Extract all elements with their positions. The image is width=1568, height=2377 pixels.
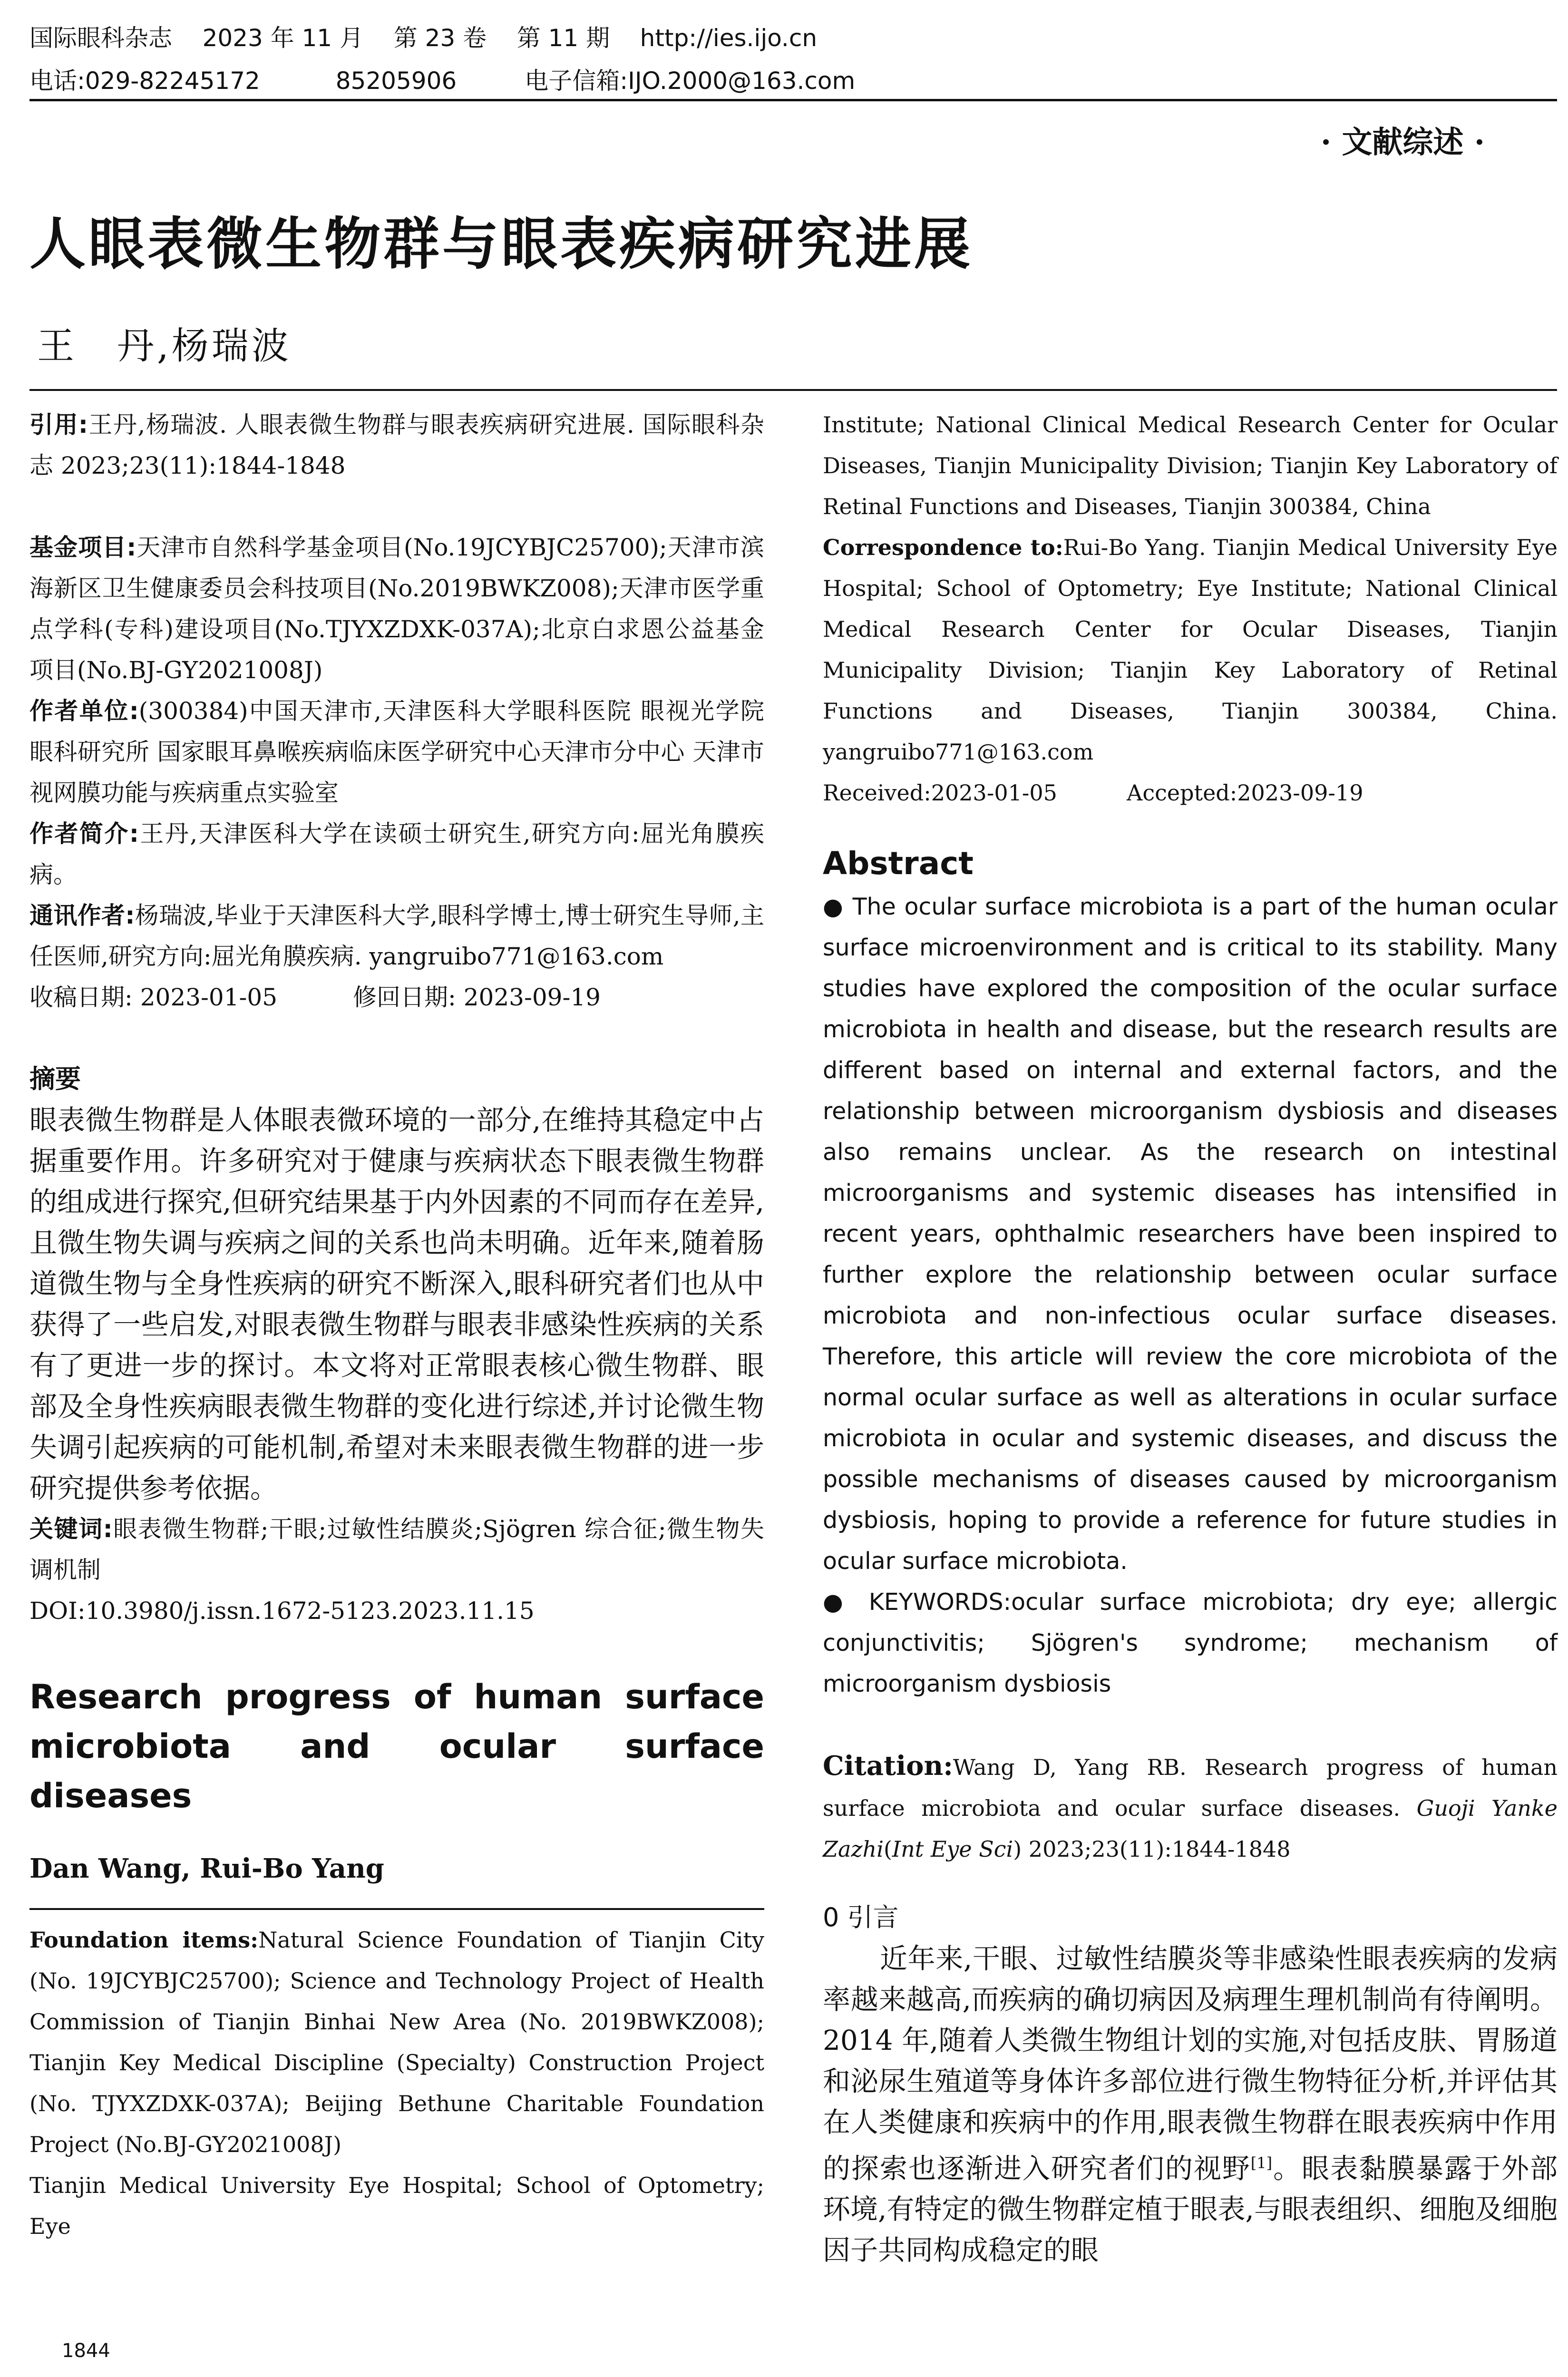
title-rule: [29, 389, 1557, 391]
abstract-heading-en: Abstract: [823, 845, 974, 882]
abstract-heading-cn: 摘要: [29, 1064, 81, 1094]
keywords-cn-text: 眼表微生物群;干眼;过敏性结膜炎;Sjögren 综合征;微生物失调机制: [29, 1515, 764, 1584]
journal-header-line1: 国际眼科杂志 2023 年 11 月 第 23 卷 第 11 期 http://ies.ijo.cn: [29, 24, 818, 52]
left-column: [29, 404, 764, 2247]
keywords-cn-label: 关键词:: [29, 1515, 113, 1543]
correspondence-en-text: Rui-Bo Yang. Tianjin Medical University Eye Hospital; School of Optometry; Eye Institute; National Clinical Medical Research Center for Ocular Diseases, Tianjin Municipality Division; Tianjin Key Laboratory of Retinal Functions and Diseases, Tianjin 300384, China. yangruibo771@163.com: [823, 535, 1558, 765]
bio-cn: [29, 813, 764, 895]
intro-heading: 0 引言: [823, 1902, 899, 1932]
abstract-text-en-body: The ocular surface microbiota is a part of the human ocular surface microenvironment and is critical to its stability. Many studies have explored the composition of the ocular surface microbiota in health and disease, but the research results are different based on internal and external factors, and the relationship between microorganism dysbiosis and diseases also remains unclear. As the research on intestinal microorganisms and systemic diseases has intensified in recent years, ophthalmic researchers have been inspired to further explore the relationship between ocular surface microbiota and non-infectious ocular surface diseases. Therefore, this article will review the core microbiota of the normal ocular surface as well as alterations in ocular surface microbiota in ocular and systemic diseases, and discuss the possible mechanisms of diseases caused by microorganism dysbiosis, hoping to provide a reference for future studies in ocular surface microbiota.: [823, 893, 1558, 1575]
correspondence-en: [823, 527, 1558, 772]
citation-cn-text: 王丹,杨瑞波. 人眼表微生物群与眼表疾病研究进展. 国际眼科杂志 2023;23(11):1844-1848: [29, 411, 764, 479]
affiliation-en-cont: Institute; National Clinical Medical Research Center for Ocular Diseases, Tianjin Municipality Division; Tianjin Key Laboratory of Retinal Functions and Diseases, Tianjin 300384, China: [823, 412, 1558, 519]
right-column: [823, 404, 1558, 2270]
revised-cn: 修回日期: 2023-09-19: [352, 984, 601, 1011]
article-title-en: Research progress of human surface microbiota and ocular surface diseases: [29, 1677, 764, 1815]
keywords-en: [823, 1582, 1558, 1705]
section-tag: · 文献综述 ·: [1320, 125, 1485, 160]
citation-en-journal: Guoji Yanke Zazhi: [823, 1795, 1558, 1862]
accepted-en: Accepted:2023-09-19: [1127, 780, 1363, 806]
abstract-bullet: ●: [823, 893, 853, 920]
received-en: Received:2023-01-05: [823, 780, 1057, 806]
citation-en-journal-en: Int Eye Sci: [892, 1836, 1013, 1862]
foundation-items-text: Natural Science Foundation of Tianjin City (No. 19JCYBJC25700); Science and Technology Project of Health Commission of Tianjin Binhai New Area (No. 2019BWKZ008); Tianjin Key Medical Discipline (Specialty) Construction Project (No. TJYXZDXK-037A); Beijing Bethune Charitable Foundation Project (No.BJ-GY2021008J): [29, 1927, 764, 2157]
dates-cn: [29, 977, 764, 1018]
corr-cn-label: 通讯作者:: [29, 902, 135, 929]
keywords-en-text: ocular surface microbiota; dry eye; allergic conjunctivitis; Sjögren's syndrome; mechanism of microorganism dysbiosis: [823, 1588, 1558, 1697]
corr-cn: [29, 895, 764, 977]
bio-cn-label: 作者简介:: [29, 820, 139, 848]
keywords-en-label: KEYWORDS:: [868, 1588, 1012, 1616]
citation-cn: [29, 404, 764, 486]
unit-cn-text: (300384)中国天津市,天津医科大学眼科医院 眼视光学院 眼科研究所 国家眼耳鼻喉疾病临床医学研究中心天津市分中心 天津市视网膜功能与疾病重点实验室: [29, 697, 765, 807]
citation-en: [823, 1745, 1558, 1870]
received-cn: 收稿日期: 2023-01-05: [29, 984, 278, 1011]
authors-en: Dan Wang, Rui-Bo Yang: [29, 1853, 384, 1884]
page-number: 1844: [62, 2340, 110, 2362]
citation-cn-label: 引用:: [29, 411, 88, 438]
corr-cn-text: 杨瑞波,毕业于天津医科大学,眼科学博士,博士研究生导师,主任医师,研究方向:屈光角膜疾病. yangruibo771@163.com: [29, 902, 765, 970]
foundation-cn: [29, 527, 764, 691]
intro-text-2: 。眼表黏膜暴露于外部环境,有特定的微生物群定植于眼表,与眼表组织、细胞及细胞因子共同构成稳定的眼: [823, 2152, 1558, 2267]
foundation-items-label: Foundation items:: [29, 1927, 259, 1953]
citation-en-pre: Wang D, Yang RB. Research progress of human surface microbiota and ocular surface diseases.: [823, 1754, 1558, 1821]
authors-cn: 王 丹,杨瑞波: [37, 325, 292, 368]
foundation-cn-text: 天津市自然科学基金项目(No.19JCYBJC25700);天津市滨海新区卫生健康委员会科技项目(No.2019BWKZ008);天津市医学重点学科(专科)建设项目(No.TJYXZDXK-037A);北京白求恩公益基金项目(No.BJ-GY2021008J): [29, 534, 764, 684]
doi: DOI:10.3980/j.issn.1672-5123.2023.11.15: [29, 1597, 535, 1625]
journal-header-line2: 电话:029-82245172 85205906 电子信箱:IJO.2000@163.com: [29, 67, 856, 95]
keywords-cn: [29, 1509, 764, 1590]
citation-en-paren: (: [883, 1836, 892, 1862]
foundation-cn-label: 基金项目:: [29, 534, 136, 561]
affiliation-en-start: Tianjin Medical University Eye Hospital; School of Optometry; Eye: [29, 2172, 764, 2239]
bio-cn-text: 王丹,天津医科大学在读硕士研究生,研究方向:屈光角膜疾病。: [29, 820, 764, 888]
authors-rule: [29, 1908, 764, 1910]
citation-en-post: ) 2023;23(11):1844-1848: [1013, 1836, 1291, 1862]
unit-cn: [29, 691, 764, 813]
abstract-text-en: [823, 887, 1558, 1582]
intro-text: [823, 1938, 1558, 2270]
header-rule: [29, 99, 1557, 101]
intro-ref: [1]: [1250, 2154, 1273, 2172]
foundation-items-en: [29, 1919, 764, 2165]
citation-en-label: Citation:: [823, 1750, 953, 1782]
unit-cn-label: 作者单位:: [29, 697, 139, 725]
article-title-cn: 人眼表微生物群与眼表疾病研究进展: [29, 211, 974, 277]
correspondence-en-label: Correspondence to:: [823, 535, 1063, 560]
abstract-text-cn: 眼表微生物群是人体眼表微环境的一部分,在维持其稳定中占据重要作用。许多研究对于健康与疾病状态下眼表微生物群的组成进行探究,但研究结果基于内外因素的不同而存在差异,且微生物失调与疾病之间的关系也尚未明确。近年来,随着肠道微生物与全身性疾病的研究不断深入,眼科研究者们也从中获得了一些启发,对眼表微生物群与眼表非感染性疾病的关系有了更进一步的探讨。本文将对正常眼表核心微生物群、眼部及全身性疾病眼表微生物群的变化进行综述,并讨论微生物失调引起疾病的可能机制,希望对未来眼表微生物群的进一步研究提供参考依据。: [29, 1104, 764, 1504]
keywords-bullet: ●: [823, 1588, 869, 1616]
dates-en: [823, 772, 1558, 813]
intro-text-1: 近年来,干眼、过敏性结膜炎等非感染性眼表疾病的发病率越来越高,而疾病的确切病因及病理生理机制尚有待阐明。2014 年,随着人类微生物组计划的实施,对包括皮肤、胃肠道和泌尿生殖道等身体许多部位进行微生物特征分析,并评估其在人类健康和疾病中的作用,眼表微生物群在眼表疾病中作用的探索也逐渐进入研究者们的视野: [823, 1942, 1558, 2185]
